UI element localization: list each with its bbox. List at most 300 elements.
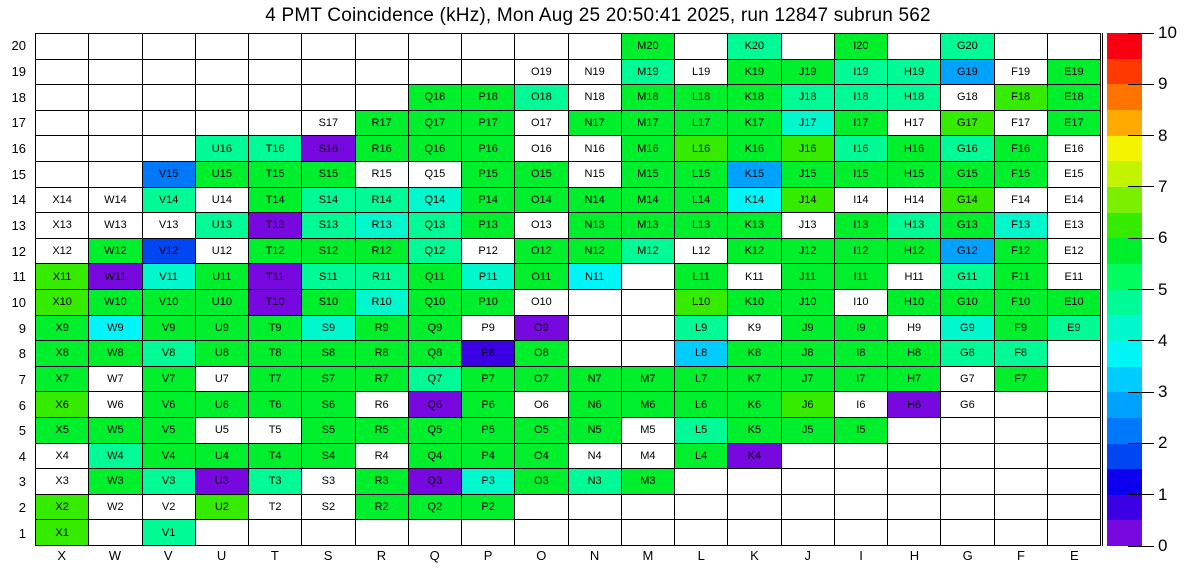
cell-L9: L9: [675, 316, 728, 342]
cell-O14: O14: [515, 188, 568, 214]
cell-S7: S7: [302, 367, 355, 393]
cell-I10: I10: [835, 290, 888, 316]
cell-Q14: Q14: [409, 188, 462, 214]
cell-K4: K4: [728, 444, 781, 470]
cell-R8: R8: [356, 341, 409, 367]
cell-V12: V12: [143, 239, 196, 265]
cell-N12: N12: [569, 239, 622, 265]
cell-T6: T6: [249, 392, 302, 418]
cell-V7: V7: [143, 367, 196, 393]
heatmap-cell-blank: [196, 111, 249, 137]
cell-W12: W12: [89, 239, 142, 265]
cell-H13: H13: [888, 213, 941, 239]
heatmap-cell-blank: [622, 495, 675, 521]
heatmap-cell-blank: [888, 418, 941, 444]
cell-E18: E18: [1048, 85, 1101, 111]
colorbar-tick: [1128, 33, 1154, 34]
cell-P8: P8: [462, 341, 515, 367]
cell-V11: V11: [143, 264, 196, 290]
heatmap-cell-blank: [888, 34, 941, 60]
cell-M18: M18: [622, 85, 675, 111]
cell-F11: F11: [995, 264, 1048, 290]
cell-K8: K8: [728, 341, 781, 367]
cell-O16: O16: [515, 136, 568, 162]
row-label-4: 4: [18, 448, 26, 464]
cell-J17: J17: [782, 111, 835, 137]
heatmap-cell-blank: [462, 520, 515, 546]
cell-L14: L14: [675, 188, 728, 214]
heatmap-cell-blank: [1048, 392, 1101, 418]
cell-J6: J6: [782, 392, 835, 418]
cell-U8: U8: [196, 341, 249, 367]
cell-J13: J13: [782, 213, 835, 239]
cell-L4: L4: [675, 444, 728, 470]
heatmap-cell-blank: [89, 136, 142, 162]
colorbar-tick-label-7: 7: [1158, 176, 1168, 196]
heatmap-cell-blank: [622, 341, 675, 367]
cell-P12: P12: [462, 239, 515, 265]
cell-U2: U2: [196, 495, 249, 521]
cell-O5: O5: [515, 418, 568, 444]
heatmap-cell-blank: [675, 34, 728, 60]
cell-U6: U6: [196, 392, 249, 418]
cell-K14: K14: [728, 188, 781, 214]
heatmap-cell-blank: [302, 520, 355, 546]
colorbar-segment: [1107, 84, 1142, 110]
heatmap-cell-blank: [835, 495, 888, 521]
cell-F13: F13: [995, 213, 1048, 239]
cell-H10: H10: [888, 290, 941, 316]
cell-J7: J7: [782, 367, 835, 393]
cell-P3: P3: [462, 469, 515, 495]
heatmap-cell-blank: [675, 520, 728, 546]
colorbar-segment: [1107, 444, 1142, 470]
cell-P11: P11: [462, 264, 515, 290]
chart-title: 4 PMT Coincidence (kHz), Mon Aug 25 20:50:41 2025, run 12847 subrun 562: [265, 5, 931, 26]
cell-Q12: Q12: [409, 239, 462, 265]
cell-T4: T4: [249, 444, 302, 470]
cell-N5: N5: [569, 418, 622, 444]
heatmap-cell-blank: [1048, 520, 1101, 546]
cell-I6: I6: [835, 392, 888, 418]
cell-R16: R16: [356, 136, 409, 162]
heatmap-cell-blank: [515, 34, 568, 60]
heatmap-cell-blank: [302, 85, 355, 111]
heatmap-cell-blank: [143, 111, 196, 137]
column-label-I: I: [859, 548, 863, 563]
heatmap-cell-blank: [782, 469, 835, 495]
cell-L15: L15: [675, 162, 728, 188]
heatmap-cell-blank: [941, 444, 994, 470]
cell-G20: G20: [941, 34, 994, 60]
cell-O10: O10: [515, 290, 568, 316]
cell-W4: W4: [89, 444, 142, 470]
heatmap-cell-blank: [249, 85, 302, 111]
cell-R11: R11: [356, 264, 409, 290]
cell-V1: V1: [143, 520, 196, 546]
heatmap-cell-blank: [569, 316, 622, 342]
cell-P13: P13: [462, 213, 515, 239]
heatmap-cell-blank: [888, 520, 941, 546]
cell-X5: X5: [36, 418, 89, 444]
heatmap-cell-blank: [36, 162, 89, 188]
cell-E11: E11: [1048, 264, 1101, 290]
cell-Q18: Q18: [409, 85, 462, 111]
cell-W7: W7: [89, 367, 142, 393]
heatmap-cell-blank: [249, 111, 302, 137]
colorbar-segment: [1107, 392, 1142, 418]
colorbar-tick-label-10: 10: [1158, 23, 1177, 42]
heatmap-cell-blank: [249, 60, 302, 86]
cell-S12: S12: [302, 239, 355, 265]
cell-N11: N11: [569, 264, 622, 290]
cell-M13: M13: [622, 213, 675, 239]
cell-U13: U13: [196, 213, 249, 239]
cell-Q3: Q3: [409, 469, 462, 495]
cell-G7: G7: [941, 367, 994, 393]
column-label-J: J: [804, 548, 812, 563]
cell-J15: J15: [782, 162, 835, 188]
cell-Q9: Q9: [409, 316, 462, 342]
heatmap-cell-blank: [941, 469, 994, 495]
cell-O12: O12: [515, 239, 568, 265]
cell-M12: M12: [622, 239, 675, 265]
row-label-18: 18: [11, 89, 26, 105]
colorbar-tick-label-4: 4: [1158, 330, 1168, 350]
cell-V13: V13: [143, 213, 196, 239]
cell-L5: L5: [675, 418, 728, 444]
cell-T11: T11: [249, 264, 302, 290]
cell-U7: U7: [196, 367, 249, 393]
heatmap-cell-blank: [782, 495, 835, 521]
cell-P17: P17: [462, 111, 515, 137]
heatmap-cell-blank: [36, 136, 89, 162]
cell-H6: H6: [888, 392, 941, 418]
cell-F7: F7: [995, 367, 1048, 393]
heatmap-cell-blank: [249, 520, 302, 546]
column-label-R: R: [376, 548, 387, 563]
cell-M3: M3: [622, 469, 675, 495]
cell-S13: S13: [302, 213, 355, 239]
colorbar-tick: [1128, 494, 1154, 495]
row-label-7: 7: [18, 371, 26, 387]
cell-O15: O15: [515, 162, 568, 188]
cell-X12: X12: [36, 239, 89, 265]
column-label-Q: Q: [429, 548, 440, 563]
heatmap-cell-blank: [196, 85, 249, 111]
cell-F19: F19: [995, 60, 1048, 86]
cell-Q13: Q13: [409, 213, 462, 239]
heatmap-cell-blank: [782, 34, 835, 60]
colorbar-tick-label-0: 0: [1158, 536, 1168, 555]
heatmap-cell-blank: [888, 444, 941, 470]
cell-T13: T13: [249, 213, 302, 239]
row-label-14: 14: [11, 192, 26, 208]
heatmap-cell-blank: [995, 418, 1048, 444]
row-label-20: 20: [11, 38, 26, 54]
cell-I11: I11: [835, 264, 888, 290]
cell-F17: F17: [995, 111, 1048, 137]
colorbar-segment: [1107, 469, 1142, 495]
cell-V10: V10: [143, 290, 196, 316]
cell-L19: L19: [675, 60, 728, 86]
column-label-U: U: [216, 548, 227, 563]
cell-M19: M19: [622, 60, 675, 86]
cell-E14: E14: [1048, 188, 1101, 214]
heatmap-cell-blank: [89, 111, 142, 137]
cell-E12: E12: [1048, 239, 1101, 265]
row-label-10: 10: [11, 294, 26, 310]
cell-X6: X6: [36, 392, 89, 418]
cell-L12: L12: [675, 239, 728, 265]
cell-L8: L8: [675, 341, 728, 367]
cell-P15: P15: [462, 162, 515, 188]
colorbar-tick: [1128, 392, 1154, 393]
cell-W5: W5: [89, 418, 142, 444]
cell-X10: X10: [36, 290, 89, 316]
cell-T16: T16: [249, 136, 302, 162]
column-label-X: X: [57, 548, 66, 563]
cell-P5: P5: [462, 418, 515, 444]
cell-K12: K12: [728, 239, 781, 265]
colorbar-segment: [1107, 418, 1142, 444]
cell-L18: L18: [675, 85, 728, 111]
heatmap-cell-blank: [569, 34, 622, 60]
cell-I20: I20: [835, 34, 888, 60]
cell-W9: W9: [89, 316, 142, 342]
cell-T3: T3: [249, 469, 302, 495]
cell-E10: E10: [1048, 290, 1101, 316]
cell-F14: F14: [995, 188, 1048, 214]
row-label-19: 19: [11, 63, 26, 79]
cell-X7: X7: [36, 367, 89, 393]
cell-W8: W8: [89, 341, 142, 367]
cell-N7: N7: [569, 367, 622, 393]
column-label-E: E: [1069, 548, 1079, 563]
heatmap-cell-blank: [728, 520, 781, 546]
cell-J9: J9: [782, 316, 835, 342]
cell-F8: F8: [995, 341, 1048, 367]
cell-P10: P10: [462, 290, 515, 316]
column-label-T: T: [270, 548, 279, 563]
column-label-O: O: [536, 548, 547, 563]
heatmap-cell-blank: [995, 34, 1048, 60]
cell-U4: U4: [196, 444, 249, 470]
cell-U9: U9: [196, 316, 249, 342]
cell-K6: K6: [728, 392, 781, 418]
cell-K11: K11: [728, 264, 781, 290]
row-label-16: 16: [11, 140, 26, 156]
cell-R7: R7: [356, 367, 409, 393]
heatmap-cell-blank: [89, 85, 142, 111]
cell-E15: E15: [1048, 162, 1101, 188]
row-label-5: 5: [18, 423, 26, 439]
heatmap-cell-blank: [515, 495, 568, 521]
cell-K20: K20: [728, 34, 781, 60]
column-label-P: P: [483, 548, 493, 563]
cell-J14: J14: [782, 188, 835, 214]
heatmap-cell-blank: [1048, 367, 1101, 393]
heatmap-cell-blank: [622, 316, 675, 342]
heatmap-cell-blank: [782, 444, 835, 470]
cell-M7: M7: [622, 367, 675, 393]
cell-L11: L11: [675, 264, 728, 290]
colorbar-segment: [1107, 264, 1142, 290]
heatmap-cell-blank: [995, 520, 1048, 546]
heatmap-cell-blank: [995, 392, 1048, 418]
row-axis: [0, 33, 28, 546]
cell-G13: G13: [941, 213, 994, 239]
colorbar-tick: [1128, 289, 1154, 290]
heatmap-cell-blank: [89, 162, 142, 188]
cell-S9: S9: [302, 316, 355, 342]
heatmap-cell-blank: [1048, 444, 1101, 470]
colorbar-segment: [1107, 33, 1142, 59]
cell-I18: I18: [835, 85, 888, 111]
cell-R13: R13: [356, 213, 409, 239]
cell-V6: V6: [143, 392, 196, 418]
colorbar-segment: [1107, 213, 1142, 239]
cell-J12: J12: [782, 239, 835, 265]
cell-W2: W2: [89, 495, 142, 521]
heatmap-cell-blank: [462, 60, 515, 86]
cell-S6: S6: [302, 392, 355, 418]
cell-W3: W3: [89, 469, 142, 495]
cell-R5: R5: [356, 418, 409, 444]
cell-U12: U12: [196, 239, 249, 265]
cell-M20: M20: [622, 34, 675, 60]
heatmap-cell-blank: [89, 60, 142, 86]
cell-E19: E19: [1048, 60, 1101, 86]
cell-X11: X11: [36, 264, 89, 290]
heatmap-cell-blank: [995, 469, 1048, 495]
colorbar-tick-label-1: 1: [1158, 484, 1168, 504]
heatmap-cell-blank: [196, 520, 249, 546]
cell-F16: F16: [995, 136, 1048, 162]
cell-I8: I8: [835, 341, 888, 367]
cell-Q2: Q2: [409, 495, 462, 521]
cell-F12: F12: [995, 239, 1048, 265]
heatmap-cell-blank: [569, 341, 622, 367]
cell-N3: N3: [569, 469, 622, 495]
cell-T14: T14: [249, 188, 302, 214]
cell-F18: F18: [995, 85, 1048, 111]
colorbar-tick-label-8: 8: [1158, 125, 1168, 145]
colorbar-tick-label-2: 2: [1158, 433, 1168, 453]
cell-G17: G17: [941, 111, 994, 137]
heatmap-cell-blank: [36, 85, 89, 111]
cell-M14: M14: [622, 188, 675, 214]
heatmap-cell-blank: [143, 136, 196, 162]
column-label-W: W: [108, 548, 122, 563]
heatmap-cell-blank: [196, 60, 249, 86]
cell-S2: S2: [302, 495, 355, 521]
cell-V15: V15: [143, 162, 196, 188]
heatmap-cell-blank: [941, 495, 994, 521]
cell-V4: V4: [143, 444, 196, 470]
cell-S4: S4: [302, 444, 355, 470]
cell-H19: H19: [888, 60, 941, 86]
cell-X13: X13: [36, 213, 89, 239]
cell-L17: L17: [675, 111, 728, 137]
cell-E13: E13: [1048, 213, 1101, 239]
cell-S8: S8: [302, 341, 355, 367]
cell-H15: H15: [888, 162, 941, 188]
heatmap-cell-blank: [89, 34, 142, 60]
cell-U16: U16: [196, 136, 249, 162]
cell-H16: H16: [888, 136, 941, 162]
cell-H17: H17: [888, 111, 941, 137]
cell-Q7: Q7: [409, 367, 462, 393]
cell-S10: S10: [302, 290, 355, 316]
cell-K17: K17: [728, 111, 781, 137]
cell-P6: P6: [462, 392, 515, 418]
cell-X8: X8: [36, 341, 89, 367]
heatmap-cell-blank: [143, 34, 196, 60]
cell-I17: I17: [835, 111, 888, 137]
heatmap-cell-blank: [36, 60, 89, 86]
heatmap-cell-blank: [409, 34, 462, 60]
heatmap-cell-blank: [143, 85, 196, 111]
cell-J19: J19: [782, 60, 835, 86]
heatmap-cell-blank: [1048, 34, 1101, 60]
cell-U11: U11: [196, 264, 249, 290]
cell-T5: T5: [249, 418, 302, 444]
cell-E9: E9: [1048, 316, 1101, 342]
heatmap-cell-blank: [622, 290, 675, 316]
colorbar-tick-label-9: 9: [1158, 74, 1168, 94]
colorbar-segment: [1107, 367, 1142, 393]
heatmap-cell-blank: [569, 290, 622, 316]
cell-O11: O11: [515, 264, 568, 290]
cell-N16: N16: [569, 136, 622, 162]
colorbar-segment: [1107, 341, 1142, 367]
colorbar-tick: [1128, 546, 1154, 547]
column-label-M: M: [642, 548, 654, 563]
cell-J16: J16: [782, 136, 835, 162]
cell-R14: R14: [356, 188, 409, 214]
cell-N18: N18: [569, 85, 622, 111]
heatmap-cell-blank: [1048, 469, 1101, 495]
cell-G18: G18: [941, 85, 994, 111]
cell-Q17: Q17: [409, 111, 462, 137]
heatmap-cell-blank: [675, 469, 728, 495]
cell-R15: R15: [356, 162, 409, 188]
colorbar-tick-label-5: 5: [1158, 279, 1168, 299]
cell-F10: F10: [995, 290, 1048, 316]
row-label-9: 9: [18, 320, 26, 336]
colorbar-segment: [1107, 136, 1142, 162]
colorbar-tick-label-3: 3: [1158, 382, 1168, 402]
cell-V8: V8: [143, 341, 196, 367]
cell-T2: T2: [249, 495, 302, 521]
cell-J8: J8: [782, 341, 835, 367]
cell-S11: S11: [302, 264, 355, 290]
cell-Q5: Q5: [409, 418, 462, 444]
cell-O3: O3: [515, 469, 568, 495]
cell-K15: K15: [728, 162, 781, 188]
cell-P16: P16: [462, 136, 515, 162]
colorbar-tick: [1128, 84, 1154, 85]
cell-G6: G6: [941, 392, 994, 418]
cell-H7: H7: [888, 367, 941, 393]
colorbar-segment: [1107, 290, 1142, 316]
column-label-S: S: [323, 548, 333, 563]
cell-U15: U15: [196, 162, 249, 188]
row-label-1: 1: [18, 525, 26, 541]
cell-V9: V9: [143, 316, 196, 342]
heatmap-cell-blank: [356, 60, 409, 86]
